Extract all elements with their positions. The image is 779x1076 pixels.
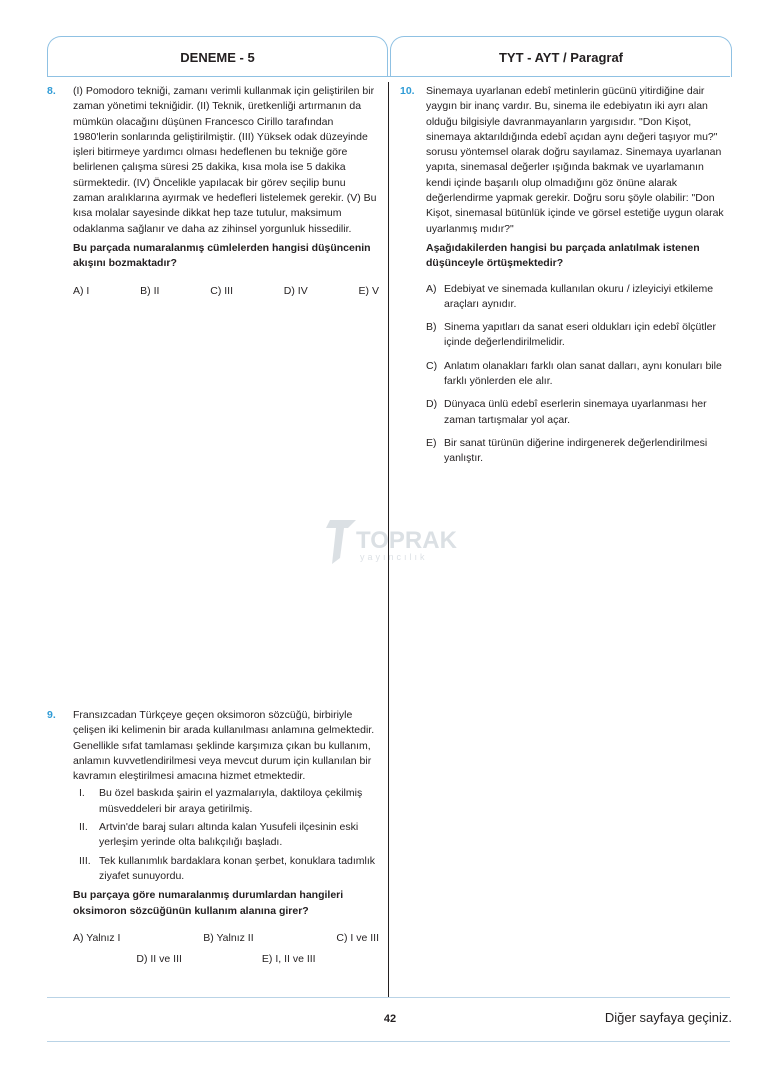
question-number: 10. [400, 85, 415, 97]
question-number: 9. [47, 709, 56, 721]
option-e[interactable] [426, 436, 730, 467]
option-letter: B) [426, 321, 437, 334]
question-number: 8. [47, 85, 56, 97]
statement-text: Tek kullanımlık bardaklara konan şerbet, konuklara tadımlık ziyafet sunuyordu. [99, 854, 376, 882]
option-c[interactable]: C) III [210, 284, 233, 297]
option-a[interactable] [426, 282, 730, 313]
subject-title: TYT - AYT / Paragraf [498, 49, 623, 65]
statement-number: I. [79, 787, 85, 800]
option-d[interactable]: D) II ve III [136, 953, 182, 966]
next-page-note: Diğer sayfaya geçiniz. [604, 1010, 732, 1025]
option-c[interactable]: C) I ve III [336, 931, 379, 944]
statement-list [73, 786, 379, 884]
footer-divider-top [47, 997, 730, 998]
question-stem: Bu parçada numaralanmış cümlelerden hangisi düşüncenin akışını bozmaktadır? [73, 241, 371, 270]
answer-options [73, 931, 379, 946]
option-letter: A) [426, 282, 437, 295]
publisher-logo [322, 510, 462, 570]
answer-options-row2 [73, 952, 379, 967]
header-right-box [390, 36, 732, 77]
option-b[interactable]: B) Yalnız II [203, 931, 254, 944]
question-8 [47, 84, 379, 299]
option-d[interactable] [426, 397, 730, 428]
option-b[interactable]: B) II [140, 284, 160, 297]
option-e[interactable]: E) V [358, 284, 379, 297]
question-text: (I) Pomodoro tekniği, zamanı verimli kullanmak için geliştirilen bir zaman yönetimi tekniğidir. (II) Teknik, üretkenliği artırmanın da mümkün olacağını düşünen Francesco Cirillo tarafından 1980'lerin sonlarında geliştirilmiştir. (III) Yüksek odak düzeyinde işleri bitirmeye yardımcı olması hedeflenen bu tekniğe göre belirlenen çalışma süresi 25 dakika, kısa mola ise 5 dakika sürmektedir. (IV) Öncelikle yapılacak bir görev seçilip bunu zaman aralıklarına ayırmak ve hedefleri listelemek gerekir. (V) Bu kısa molalar sayesinde dikkat hep taze tutulur, maksimum odaklanma sağlanır ve daha az zihinsel yorgunluk hissedilir. [73, 85, 377, 235]
statement-number: III. [79, 854, 91, 867]
header-divider [47, 76, 730, 77]
question-10 [400, 84, 730, 475]
logo-brand: TOPRAK [356, 527, 457, 554]
statement-item [73, 786, 379, 817]
option-letter: E) [426, 436, 437, 449]
exam-title: DENEME - 5 [180, 49, 255, 65]
question-9 [47, 708, 379, 967]
option-text: Sinema yapıtları da sanat eseri oldukları için edebî ölçütler içinde değerlendirilmelidir. [444, 321, 716, 349]
page-number: 42 [383, 1013, 397, 1025]
question-stem: Bu parçaya göre numaralanmış durumlardan hangileri oksimoron sözcüğünün kullanım alanına girer? [73, 889, 344, 917]
logo-sub: yayıncılık [360, 552, 428, 562]
option-a[interactable]: A) Yalnız I [73, 931, 121, 944]
statement-text: Artvin'de baraj suları altında kalan Yusufeli ilçesinin eski yerleşim yerinde olta balıkçılığı başladı. [99, 821, 359, 849]
option-letter: D) [426, 398, 438, 411]
question-text: Sinemaya uyarlanan edebî metinlerin gücünü yitirdiğine dair yaygın bir inanç vardır. Bu, sinema ile edebiyatın iki ayrı alan olduğu bilgisiyle davranmayanların yargısıdır. "Don Kişot, sinemaya aktarıldığında edebî açıdan aynı değeri taşıyor mu?" sorusu yöntemsel olarak doğru sayılamaz. Sinemaya uyarlanan yapıta, sinemasal değerler ışığında bakmak ve uyarlamanın kendi içinde başarılı olup olmadığını göz önüne alarak değerlendirme yapmak gerekir. Doğru soru şöyle olabilir: "Don Kişot, sinemasal bütünlük içinde ve görsel estetiğe uygun olarak uyarlanmış mıdır?" [426, 85, 724, 235]
header-left-box [47, 36, 388, 77]
option-a[interactable]: A) I [73, 284, 90, 297]
statement-text: Bu özel baskıda şairin el yazmalarıyla, daktiloya çekilmiş müsveddeleri bir araya getirilmiş. [99, 787, 363, 815]
answer-options [73, 284, 379, 299]
question-text: Fransızcadan Türkçeye geçen oksimoron sözcüğü, birbiriyle çelişen iki kelimenin bir arada kullanılması anlamına gelmektedir. Genellikle sıfat tamlaması şeklinde karşımıza çıkan bu kullanım, anlamın kuvvetlendirilmesi veya mevcut durum için kullanılan bir kavramın eleştirilmesi amacına hizmet etmektedir. [73, 709, 375, 783]
option-e[interactable]: E) I, II ve III [261, 953, 316, 966]
option-c[interactable] [426, 359, 730, 390]
statement-item [73, 854, 379, 885]
footer-divider-bottom [47, 1041, 730, 1042]
option-text: Bir sanat türünün diğerine indirgenerek değerlendirilmesi yanlıştır. [444, 436, 708, 465]
statement-item [73, 820, 379, 851]
option-text: Anlatım olanakları farklı olan sanat dalları, aynı konuları bile farklı yönlerden ele alır. [444, 359, 722, 388]
question-stem: Aşağıdakilerden hangisi bu parçada anlatılmak istenen düşünceyle örtüşmektedir? [426, 241, 700, 270]
option-d[interactable]: D) IV [283, 284, 308, 297]
option-text: Edebiyat ve sinemada kullanılan okuru / izleyiciyi etkileme araçları aynıdır. [444, 282, 714, 310]
option-letter: C) [426, 359, 438, 372]
answer-options [426, 282, 730, 467]
statement-number: II. [79, 821, 88, 834]
option-text: Dünyaca ünlü edebî eserlerin sinemaya uyarlanması her zaman tartışmalar yol açar. [444, 398, 707, 426]
option-b[interactable] [426, 320, 730, 351]
